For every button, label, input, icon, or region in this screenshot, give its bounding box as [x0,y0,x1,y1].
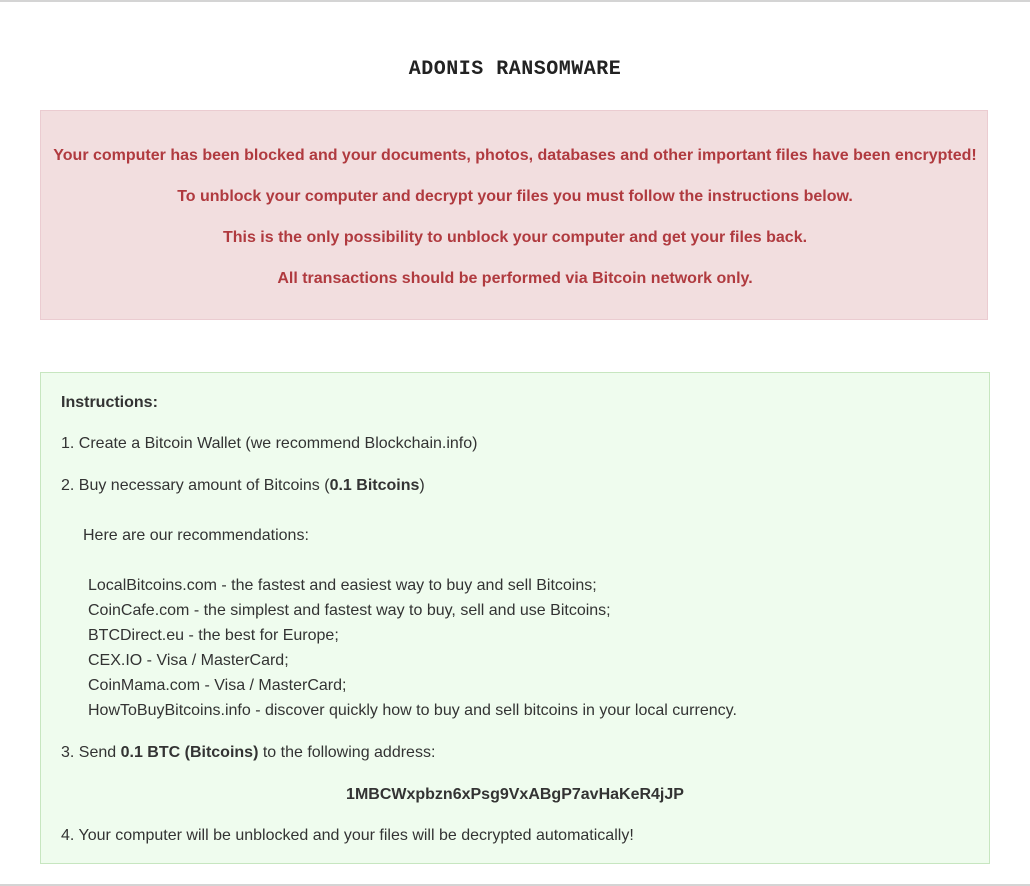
step-2-amount: 0.1 Bitcoins [329,477,420,494]
step-2-buy-bitcoins [61,476,425,496]
warning-panel [40,110,988,320]
step-3-amount: 0.1 BTC (Bitcoins) [120,744,259,761]
recommendation-item: CEX.IO - Visa / MasterCard; [88,652,289,669]
warning-line-follow-instructions: To unblock your computer and decrypt your files you must follow the instructions below. [177,188,853,205]
warning-line-encrypted: Your computer has been blocked and your documents, photos, databases and other important files have been encrypted! [53,147,977,164]
recommendation-item: BTCDirect.eu - the best for Europe; [88,627,339,644]
step-1-create-wallet: 1. Create a Bitcoin Wallet (we recommend Blockchain.info) [61,435,478,452]
recommendation-item: CoinMama.com - Visa / MasterCard; [88,677,347,694]
warning-line-only-possibility: This is the only possibility to unblock your computer and get your files back. [222,229,808,246]
step-3-send-bitcoins [61,743,435,763]
instructions-heading: Instructions: [61,394,158,411]
step-3-prefix: 3. Send [61,744,121,761]
step-2-prefix: 2. Buy necessary amount of Bitcoins ( [61,477,330,494]
bitcoin-address[interactable]: 1MBCWxpbzn6xPsg9VxABgP7avHaKeR4jJP [346,786,684,803]
recommendation-item: LocalBitcoins.com - the fastest and easiest way to buy and sell Bitcoins; [88,577,597,594]
recommendations-intro: Here are our recommendations: [83,527,309,544]
step-2-suffix: ) [419,477,425,494]
recommendation-item: HowToBuyBitcoins.info - discover quickly how to buy and sell bitcoins in your local currency. [88,702,737,719]
step-4-unblocked: 4. Your computer will be unblocked and your files will be decrypted automatically! [61,827,634,844]
page-title: ADONIS RANSOMWARE [408,58,622,81]
warning-line-bitcoin-only: All transactions should be performed via Bitcoin network only. [277,270,753,287]
recommendation-item: CoinCafe.com - the simplest and fastest way to buy, sell and use Bitcoins; [88,602,611,619]
top-divider [0,0,1030,2]
instructions-panel [40,372,990,864]
step-3-suffix: to the following address: [258,744,436,761]
